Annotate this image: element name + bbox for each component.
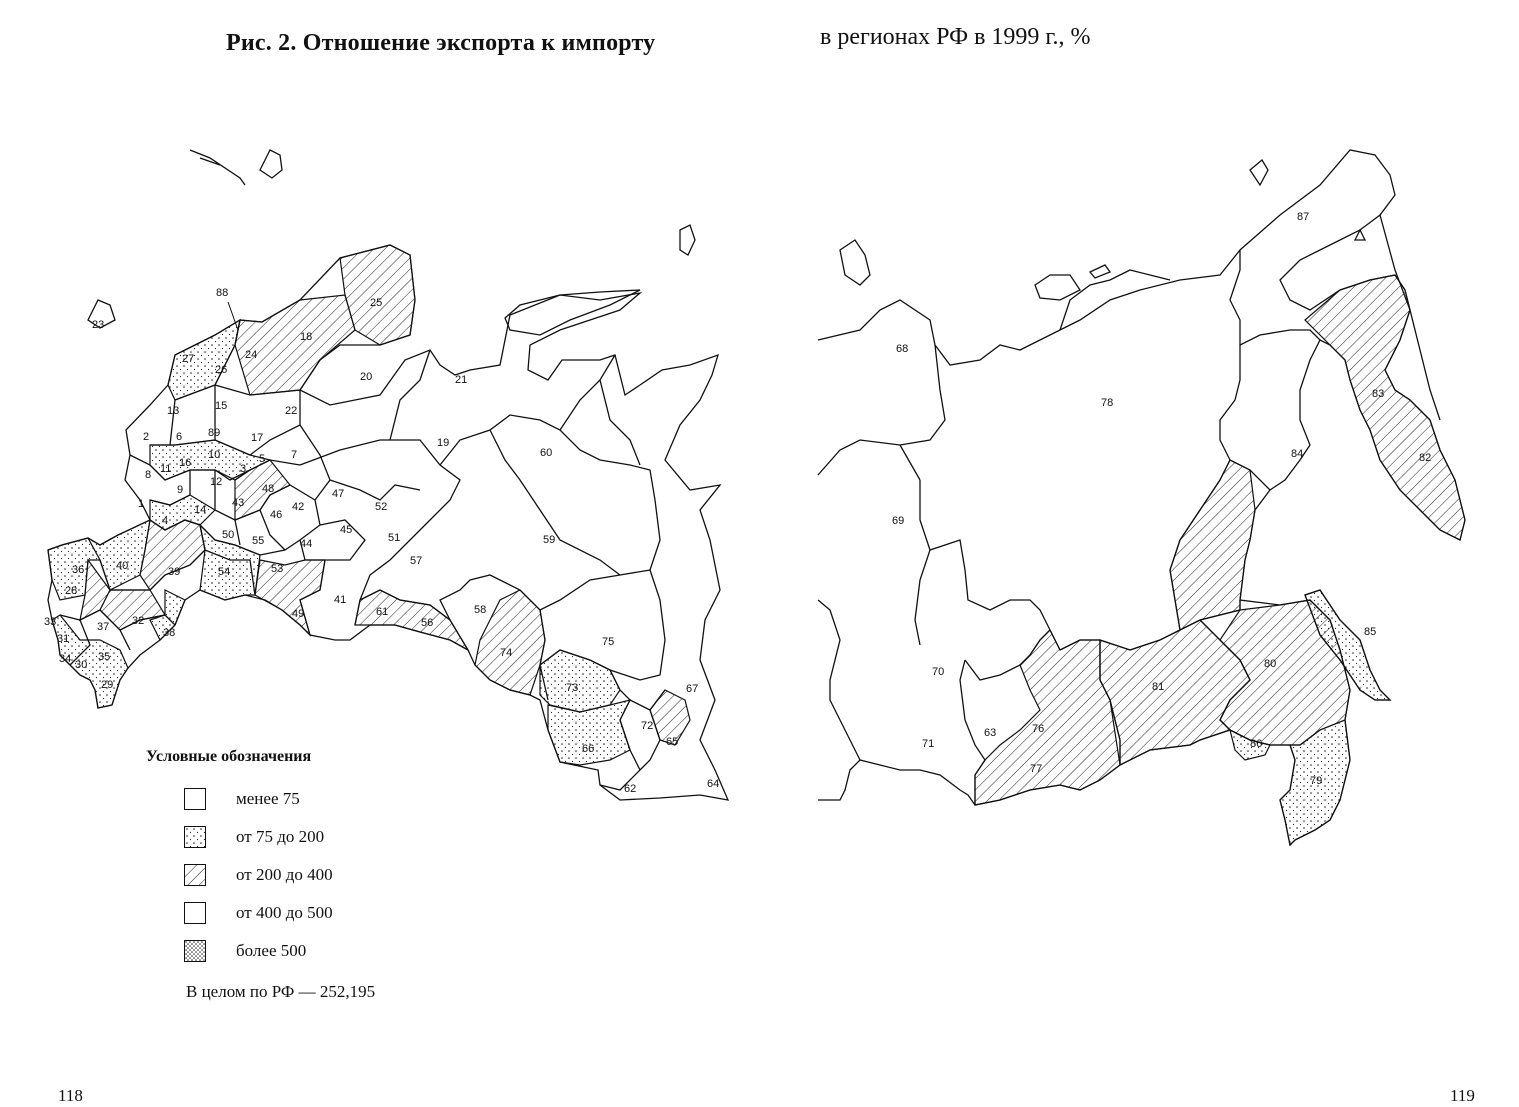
legend-item bbox=[146, 826, 375, 864]
map-legend bbox=[146, 748, 375, 1002]
region-label: 61 bbox=[376, 606, 389, 618]
region-label: 28 bbox=[65, 585, 78, 597]
legend-label: от 75 до 200 bbox=[236, 827, 325, 846]
figure-subtitle: в регионах РФ в 1999 г., % bbox=[820, 24, 1091, 50]
figure-title: Рис. 2. Отношение экспорта к импорту bbox=[226, 30, 656, 56]
region-label: 84 bbox=[1291, 448, 1304, 460]
region-label: 14 bbox=[194, 504, 207, 516]
region-label: 76 bbox=[1032, 723, 1045, 735]
region-label: 31 bbox=[57, 633, 70, 645]
legend-item bbox=[146, 902, 375, 940]
region-label: 30 bbox=[75, 659, 88, 671]
legend-label: менее 75 bbox=[236, 789, 300, 808]
region-label: 4 bbox=[162, 515, 169, 527]
region-label: 43 bbox=[232, 497, 245, 509]
region-label: 6 bbox=[176, 431, 183, 443]
region-label: 64 bbox=[707, 778, 720, 790]
region-label: 68 bbox=[896, 343, 909, 355]
region-label: 36 bbox=[72, 564, 85, 576]
region-label: 5 bbox=[259, 453, 266, 465]
region-label: 34 bbox=[59, 653, 72, 665]
page-number-right: 119 bbox=[1450, 1086, 1475, 1105]
region-label: 23 bbox=[92, 319, 105, 331]
region-label: 26 bbox=[215, 364, 228, 376]
region-83-82 bbox=[1305, 275, 1465, 540]
region-76-77 bbox=[975, 630, 1120, 805]
legend-label: от 200 до 400 bbox=[236, 865, 333, 884]
region-label: 8 bbox=[145, 469, 152, 481]
region-label: 85 bbox=[1364, 626, 1377, 638]
region-label: 35 bbox=[98, 651, 111, 663]
region-label: 62 bbox=[624, 783, 637, 795]
region-label: 54 bbox=[218, 566, 231, 578]
right-map-hatch-regions bbox=[975, 275, 1465, 805]
region-label: 72 bbox=[641, 720, 654, 732]
region-label: 21 bbox=[455, 374, 468, 386]
region-label: 46 bbox=[270, 509, 283, 521]
region-label: 44 bbox=[300, 538, 313, 550]
region-label: 78 bbox=[1101, 397, 1114, 409]
region-label: 37 bbox=[97, 621, 110, 633]
region-label: 27 bbox=[182, 353, 195, 365]
region-label: 41 bbox=[334, 594, 347, 606]
region-label: 56 bbox=[421, 617, 434, 629]
region-label: 20 bbox=[360, 371, 373, 383]
region-49 bbox=[255, 560, 325, 635]
region-66 bbox=[548, 700, 630, 765]
region-label: 87 bbox=[1297, 211, 1310, 223]
region-label: 74 bbox=[500, 647, 513, 659]
region-label: 69 bbox=[892, 515, 905, 527]
kolguev-island bbox=[260, 150, 282, 178]
region-label: 88 bbox=[216, 287, 229, 299]
region-label: 71 bbox=[922, 738, 935, 750]
region-73 bbox=[540, 650, 620, 712]
region-label: 65 bbox=[666, 736, 679, 748]
region-label: 49 bbox=[292, 608, 305, 620]
region-label: 86 bbox=[1250, 738, 1263, 750]
region-label: 73 bbox=[566, 682, 579, 694]
region-label: 82 bbox=[1419, 452, 1432, 464]
region-label: 24 bbox=[245, 349, 258, 361]
legend-item bbox=[146, 788, 375, 826]
region-label: 63 bbox=[984, 727, 997, 739]
region-label: 59 bbox=[543, 534, 556, 546]
region-label: 33 bbox=[44, 616, 57, 628]
legend-swatch-sparse-dots bbox=[184, 826, 206, 848]
region-label: 3 bbox=[240, 463, 247, 475]
region-label: 9 bbox=[177, 484, 184, 496]
region-label: 89 bbox=[208, 427, 221, 439]
region-label: 11 bbox=[160, 463, 172, 475]
region-label: 75 bbox=[602, 636, 615, 648]
region-label: 50 bbox=[222, 529, 235, 541]
region-label: 45 bbox=[340, 524, 353, 536]
region-label: 48 bbox=[262, 483, 275, 495]
region-label: 18 bbox=[300, 331, 313, 343]
region-label: 16 bbox=[179, 457, 192, 469]
region-label: 81 bbox=[1152, 681, 1165, 693]
legend-swatch-hatch bbox=[184, 864, 206, 886]
region-label: 51 bbox=[388, 532, 401, 544]
region-label: 19 bbox=[437, 437, 450, 449]
region-label: 67 bbox=[686, 683, 699, 695]
region-61-56 bbox=[355, 590, 468, 650]
legend-swatch-blank bbox=[184, 902, 206, 924]
region-label: 79 bbox=[1310, 775, 1323, 787]
severnaya-zemlya bbox=[840, 240, 870, 285]
region-label: 40 bbox=[116, 560, 129, 572]
region-label: 1 bbox=[138, 498, 145, 510]
region-label: 83 bbox=[1372, 388, 1385, 400]
legend-total: В целом по РФ — 252,195 bbox=[186, 982, 376, 1001]
region-label: 77 bbox=[1030, 763, 1043, 775]
region-label: 22 bbox=[285, 405, 298, 417]
page-number-left: 118 bbox=[58, 1086, 83, 1105]
region-label: 38 bbox=[163, 627, 176, 639]
region-label: 15 bbox=[215, 400, 228, 412]
region-label: 7 bbox=[291, 449, 298, 461]
region-label: 60 bbox=[540, 447, 553, 459]
region-label: 12 bbox=[210, 476, 223, 488]
region-label: 10 bbox=[208, 449, 221, 461]
legend-label: от 400 до 500 bbox=[236, 903, 333, 922]
region-27-26 bbox=[168, 320, 240, 400]
legend-title: Условные обозначения bbox=[146, 748, 312, 765]
region-label: 42 bbox=[292, 501, 305, 513]
region-label: 70 bbox=[932, 666, 945, 678]
region-label: 53 bbox=[271, 563, 284, 575]
region-label: 25 bbox=[370, 297, 383, 309]
region-label: 55 bbox=[252, 535, 265, 547]
region-label: 66 bbox=[582, 743, 595, 755]
legend-swatch-dense-dots bbox=[184, 940, 206, 962]
region-18 bbox=[235, 295, 355, 395]
region-label: 17 bbox=[251, 432, 264, 444]
region-label: 29 bbox=[101, 679, 114, 691]
region-label: 47 bbox=[332, 488, 345, 500]
legend-swatch-blank bbox=[184, 788, 206, 810]
region-label: 58 bbox=[474, 604, 487, 616]
region-39 bbox=[140, 520, 205, 590]
region-label: 57 bbox=[410, 555, 423, 567]
region-label: 39 bbox=[168, 566, 181, 578]
legend-item bbox=[146, 940, 375, 978]
region-label: 13 bbox=[167, 405, 180, 417]
region-label: 80 bbox=[1264, 658, 1277, 670]
legend-item bbox=[146, 864, 375, 902]
legend-label: более 500 bbox=[236, 941, 307, 960]
region-label: 32 bbox=[132, 615, 145, 627]
region-label: 52 bbox=[375, 501, 388, 513]
region-label: 2 bbox=[143, 431, 150, 443]
